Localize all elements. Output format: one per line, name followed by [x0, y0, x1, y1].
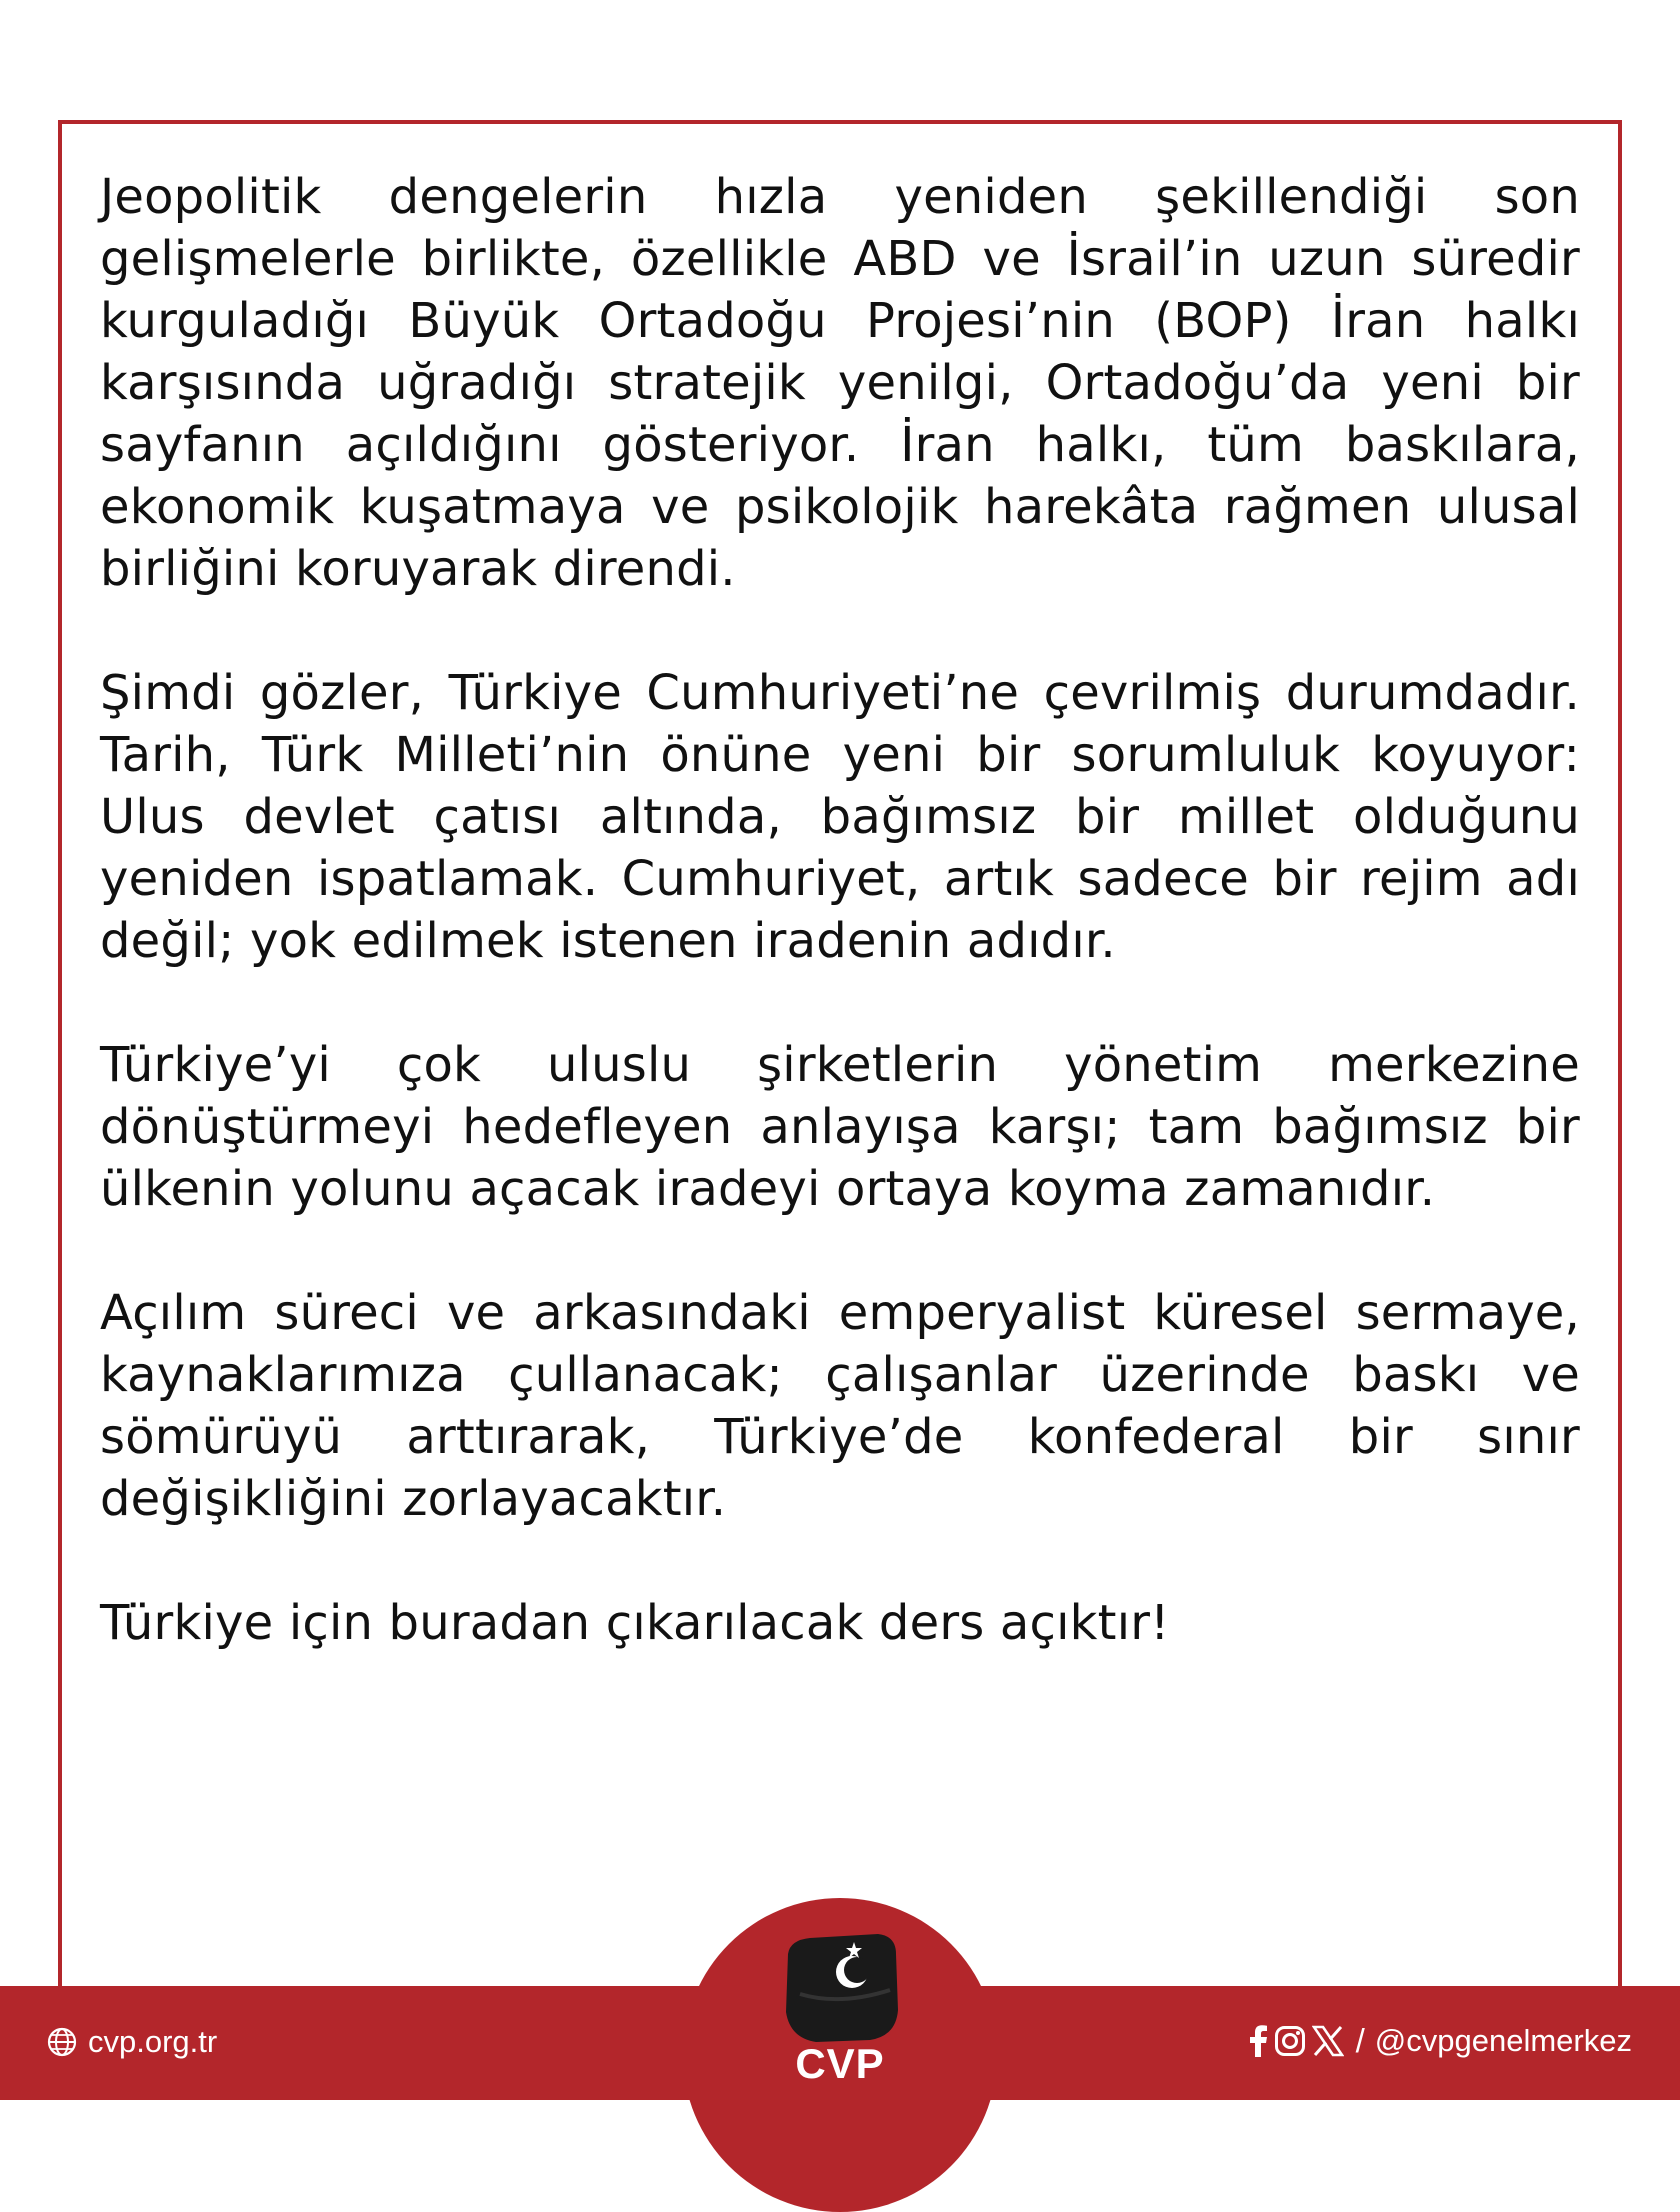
paragraph-3: Türkiye’yi çok uluslu şirketlerin yönetim merkezine dönüştürmeyi hedefleyen anlayışa karşı; tam bağımsız bir ülkenin yolunu açacak iradeyi ortaya koyma zamanıdır.	[100, 1037, 1580, 1217]
social-handle[interactable]: @cvpgenelmerkez	[1374, 2023, 1632, 2058]
instagram-icon[interactable]	[1274, 2025, 1306, 2057]
paragraph-4: Açılım süreci ve arkasındaki emperyalist küresel sermaye, kaynaklarımıza çullanacak; çalışanlar üzerinde baskı ve sömürüyü arttırarak, Türkiye’de konfederal bir sınır değişikliğini zorlayacaktır.	[100, 1285, 1580, 1527]
separator: /	[1355, 2022, 1365, 2059]
social-links	[1248, 2022, 1632, 2060]
website-text: cvp.org.tr	[88, 2024, 218, 2059]
globe-icon	[46, 2026, 78, 2058]
website-link[interactable]	[46, 2024, 217, 2060]
cvp-logo	[770, 1924, 910, 2094]
logo-text: CVP	[795, 2040, 885, 2087]
paragraph-5: Türkiye için buradan çıkarılacak ders açıktır!	[100, 1595, 1170, 1651]
statement-body	[100, 166, 1580, 1716]
paragraph-2: Şimdi gözler, Türkiye Cumhuriyeti’ne çevrilmiş durumdadır. Tarih, Türk Milleti’nin önüne yeni bir sorumluluk koyuyor: Ulus devlet çatısı altında, bağımsız bir millet olduğunu yeniden ispatlamak. Cumhuriyet, artık sadece bir rejim adı değil; yok edilmek istenen iradenin adıdır.	[100, 665, 1580, 969]
facebook-icon[interactable]	[1248, 2025, 1268, 2057]
paragraph-1: Jeopolitik dengelerin hızla yeniden şekillendiği son gelişmelerle birlikte, özellikle ABD ve İsrail’in uzun süredir kurguladığı Büyük Ortadoğu Projesi’nin (BOP) İran halkı karşısında uğradığı stratejik yenilgi, Ortadoğu’da yeni bir sayfanın açıldığını gösteriyor. İran halkı, tüm baskılara, ekonomik kuşatmaya ve psikolojik harekâta rağmen ulusal birliğini koruyarak direndi.	[100, 169, 1580, 597]
x-icon[interactable]	[1312, 2025, 1344, 2057]
